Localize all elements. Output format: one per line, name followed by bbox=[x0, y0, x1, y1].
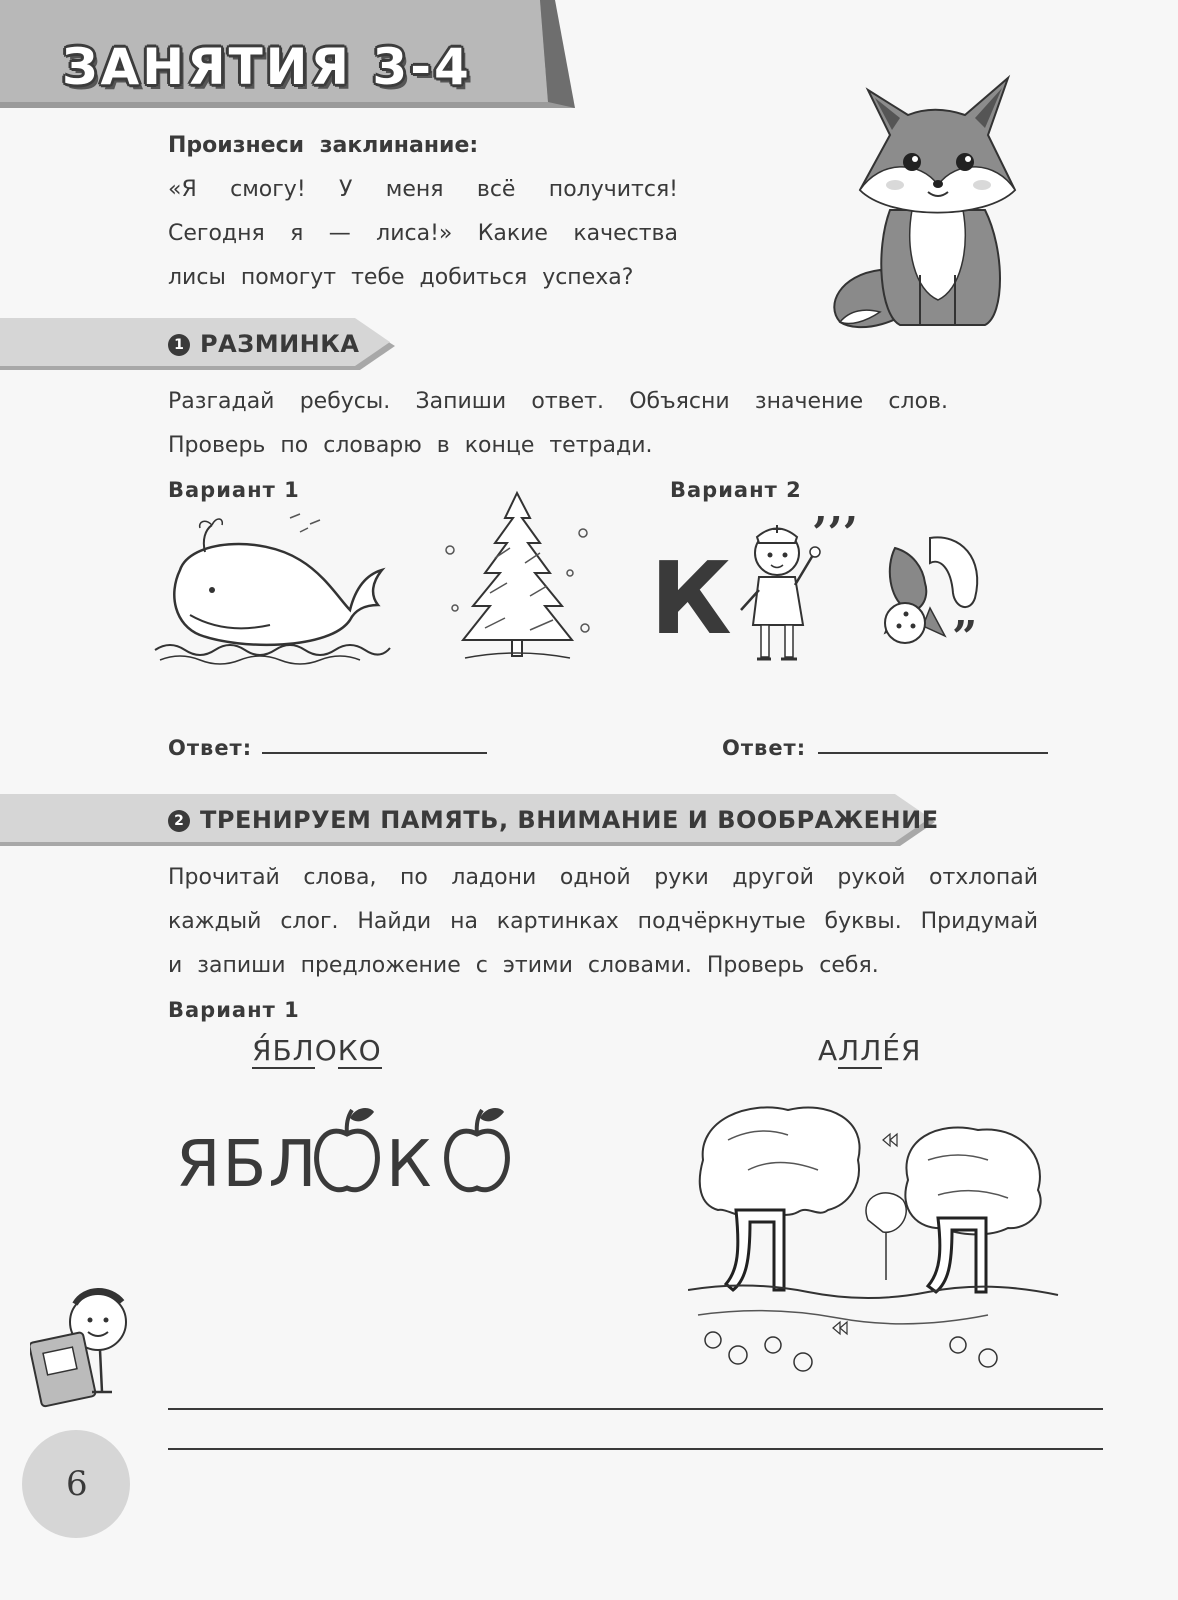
section-1-variant-1: Вариант 1 bbox=[168, 478, 300, 502]
intro-heading: Произнеси заклинание: bbox=[168, 133, 479, 158]
intro-block bbox=[168, 124, 678, 300]
whale-picture bbox=[150, 510, 395, 665]
intro-line-3: лисы помогут тебе добиться успеха? bbox=[168, 265, 634, 290]
section-1-header bbox=[0, 318, 400, 370]
fir-tree-picture bbox=[435, 488, 600, 668]
lesson-title: ЗАНЯТИЯ 3-4 bbox=[62, 38, 472, 96]
section-2-line-3: и запиши предложение с этими словами. Проверь себя. bbox=[168, 953, 879, 978]
section-1-title: РАЗМИНКА bbox=[200, 330, 360, 358]
word-alleya-part-2: ЛЛ bbox=[838, 1034, 883, 1067]
answer-2-label: Ответ: bbox=[722, 736, 807, 760]
kid-mascot-picture bbox=[30, 1282, 150, 1412]
section-2-title: ТРЕНИРУЕМ ПАМЯТЬ, ВНИМАНИЕ И ВООБРАЖЕНИЕ bbox=[200, 806, 939, 834]
section-2-number: 2 bbox=[168, 810, 190, 832]
apostrophes-bottom: ” bbox=[952, 612, 978, 663]
fox-illustration bbox=[820, 60, 1020, 335]
apostrophes-top: ’’’ bbox=[812, 508, 858, 559]
picture-word-k: К bbox=[386, 1128, 434, 1202]
word-alleya-part-1: А bbox=[818, 1034, 839, 1067]
writing-line-1[interactable] bbox=[168, 1408, 1103, 1410]
rebus-letter: К bbox=[650, 540, 732, 657]
alley-trees-picture bbox=[688, 1100, 1063, 1390]
section-2-header bbox=[0, 794, 940, 846]
section-2-line-2: каждый слог. Найди на картинках подчёркнутые буквы. Придумай bbox=[168, 909, 1038, 934]
section-2-line-1: Прочитай слова, по ладони одной руки другой рукой отхлопай bbox=[168, 865, 1038, 890]
writing-line-2[interactable] bbox=[168, 1448, 1103, 1450]
answer-1-line[interactable] bbox=[262, 752, 487, 754]
word-yabloko-part-2: О bbox=[314, 1034, 338, 1067]
answer-2-line[interactable] bbox=[818, 752, 1048, 754]
picture-word-start: ЯБЛ bbox=[176, 1128, 319, 1202]
section-1-line-1: Разгадай ребусы. Запиши ответ. Объясни значение слов. bbox=[168, 389, 948, 414]
apple-icon bbox=[312, 1102, 382, 1197]
section-1-text bbox=[168, 380, 948, 468]
word-yabloko-part-1: Я́БЛ bbox=[252, 1034, 315, 1067]
word-yabloko bbox=[252, 1034, 382, 1067]
section-2-text bbox=[168, 856, 1038, 988]
apple-icon bbox=[442, 1102, 512, 1197]
answer-1-label: Ответ: bbox=[168, 736, 253, 760]
section-2-variant-1: Вариант 1 bbox=[168, 998, 300, 1022]
word-yabloko-part-3: КО bbox=[337, 1034, 382, 1067]
page-number: 6 bbox=[66, 1464, 88, 1504]
intro-line-2: Сегодня я — лиса!» Какие качества bbox=[168, 221, 678, 246]
section-1-number: 1 bbox=[168, 334, 190, 356]
section-1-variant-2: Вариант 2 bbox=[670, 478, 802, 502]
intro-line-1: «Я смогу! У меня всё получится! bbox=[168, 177, 678, 202]
word-alleya-part-3: Е́Я bbox=[882, 1034, 922, 1067]
word-alleya bbox=[818, 1034, 921, 1067]
section-1-line-2: Проверь по словарю в конце тетради. bbox=[168, 433, 653, 458]
